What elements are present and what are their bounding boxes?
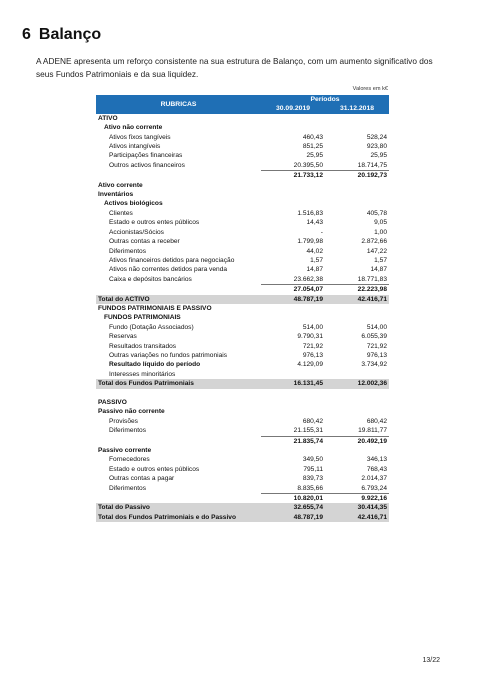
row-value-2019 [261,123,325,132]
row-value-2019: 460,43 [302,133,323,141]
row-label: Total do ACTIVO [96,295,261,304]
header-col-2018: 31.12.2018 [325,104,389,113]
row-value-2019: 16.131,45 [261,379,325,388]
table-row [96,503,389,512]
row-value-2019: 25,95 [306,152,323,160]
row-value-2019: 721,92 [302,342,323,350]
row-value-2018: 528,24 [366,133,387,141]
row-value-2019: 795,11 [303,465,323,473]
row-value-2018: 30.414,35 [325,503,389,512]
row-value-2018: 14,87 [370,266,387,274]
table-row [96,151,389,160]
row-value-2018 [325,114,389,123]
balance-sheet-table [96,95,389,522]
row-label: Outros activos financeiros [109,162,185,170]
row-value-2019: 1,57 [310,256,323,264]
table-row [96,332,389,341]
row-label: Outras contas a pagar [109,475,175,483]
table-row [96,398,389,407]
row-label: Caixa e depósitos bancários [109,275,192,283]
table-row [96,360,389,369]
row-value-2019: 21.155,31 [293,427,323,435]
row-value-2019 [261,370,325,379]
row-label [96,494,261,504]
row-value-2018 [325,407,389,416]
row-value-2019: 1.516,83 [297,209,323,217]
header-periodos: Períodos [261,95,389,104]
table-header-row [96,95,389,104]
table-row [96,275,389,285]
row-value-2019: 9.790,31 [297,333,323,341]
row-value-2018: 25,95 [370,152,387,160]
row-value-2019: 44,02 [306,247,323,255]
row-value-2018: 147,22 [366,247,387,255]
table-row [96,304,389,313]
row-value-2018: 6.793,24 [361,484,387,492]
table-row [96,295,389,304]
table-row [96,181,389,190]
table-row [96,465,389,474]
table-row [96,228,389,237]
row-value-2018: 680,42 [366,417,387,425]
table-row [96,133,389,142]
row-value-2018 [325,304,389,313]
row-label: Resultados transitados [109,342,177,350]
table-row [96,123,389,132]
row-value-2019 [261,389,325,398]
row-value-2019: 23.662,38 [293,275,323,283]
row-value-2019: 14,87 [306,266,323,274]
row-value-2019 [261,304,325,313]
row-label: Total dos Fundos Patrimoniais e do Passivo [96,513,261,522]
row-value-2018: 42.416,71 [325,513,389,522]
row-value-2018: 20.492,19 [325,436,389,446]
row-value-2018: 923,80 [366,143,387,151]
row-value-2019 [261,446,325,455]
row-label: Outras variações no fundos patrimoniais [109,351,228,359]
row-label: Ativos não correntes detidos para venda [109,266,228,274]
row-value-2019: 14,43 [306,219,323,227]
table-row [96,265,389,274]
table-row [96,323,389,332]
row-value-2018 [325,123,389,132]
units-note: Valores em k€ [352,86,388,92]
row-value-2019 [261,190,325,199]
row-value-2018: 9.922,16 [325,494,389,504]
table-row [96,455,389,464]
row-value-2019: - [320,228,323,236]
row-value-2018 [325,398,389,407]
table-row [96,209,389,218]
row-value-2018: 18.714,75 [357,161,387,169]
row-value-2018 [325,370,389,379]
table-row [96,142,389,151]
row-value-2019: 32.655,74 [261,503,325,512]
table-row [96,161,389,171]
row-value-2019: 48.787,19 [261,295,325,304]
table-row [96,426,389,436]
row-value-2019: 680,42 [302,417,323,425]
table-row [96,513,389,522]
row-value-2018 [325,199,389,208]
table-row [96,218,389,227]
table-row [96,494,389,504]
row-value-2018: 1,00 [374,228,387,236]
row-label: Estado e outros entes públicos [109,465,200,473]
row-value-2018: 514,00 [366,323,387,331]
row-label: Activos biológicos [104,200,163,208]
table-row [96,379,389,388]
row-label: Diferimentos [109,247,147,255]
row-label: Total dos Fundos Patrimoniais [96,379,261,388]
table-row [96,407,389,416]
section-title: Balanço [38,26,102,43]
row-value-2018: 346,13 [366,456,387,464]
row-value-2019 [261,398,325,407]
row-label: FUNDOS PATRIMONIAIS E PASSIVO [98,304,212,312]
table-row [96,285,389,295]
table-row [96,370,389,379]
row-label: Fundo (Dotação Associados) [109,323,194,331]
row-value-2018 [325,446,389,455]
row-label: Ativo não corrente [104,124,163,132]
header-col-2019: 30.09.2019 [261,104,325,113]
table-row [96,171,389,181]
row-value-2019: 8.835,66 [297,484,323,492]
row-value-2018: 405,78 [366,209,387,217]
row-value-2018: 18.771,83 [357,275,387,283]
row-value-2019: 976,13 [302,351,323,359]
table-row [96,446,389,455]
table-row [96,484,389,494]
row-value-2018: 2.014,37 [361,475,387,483]
row-value-2018: 3.734,92 [361,361,387,369]
row-label: Passivo corrente [98,447,152,455]
row-value-2019: 839,73 [302,475,323,483]
row-label: Provisões [109,417,138,425]
row-label: Ativos intangíveis [109,143,161,151]
row-value-2018: 12.002,36 [325,379,389,388]
table-row [96,342,389,351]
row-value-2018 [325,190,389,199]
row-value-2019: 514,00 [302,323,323,331]
header-rubricas: RUBRICAS [96,95,261,114]
row-label: Reservas [109,333,137,341]
table-row [96,351,389,360]
row-value-2019: 349,50 [302,456,323,464]
table-row [96,436,389,446]
row-label: Accionistas/Sócios [109,228,164,236]
row-value-2019 [261,313,325,322]
row-label: ATIVO [98,114,118,122]
row-value-2019 [261,114,325,123]
row-label [96,171,261,181]
row-value-2018: 42.416,71 [325,295,389,304]
row-value-2019: 851,25 [302,143,323,151]
row-label: Ativo corrente [98,181,143,189]
row-value-2018 [325,181,389,190]
table-row [96,114,389,123]
table-row [96,190,389,199]
row-label: Ativos financeiros detidos para negociação [109,256,235,264]
table-row [96,256,389,265]
row-label: Diferimentos [109,484,147,492]
row-label [96,285,261,295]
row-label: Resultado líquido do período [109,361,201,369]
row-value-2019: 4.129,09 [297,361,323,369]
row-value-2018: 768,43 [366,465,387,473]
row-value-2019: 27.054,07 [261,285,325,295]
row-value-2019: 48.787,19 [261,513,325,522]
table-row [96,247,389,256]
table-row [96,313,389,322]
row-label [96,436,261,446]
row-value-2018: 20.192,73 [325,171,389,181]
row-value-2019: 21.835,74 [261,436,325,446]
table-body [96,114,389,522]
section-number: 6 [22,26,31,43]
row-label [96,389,261,398]
table-row [96,474,389,483]
row-label: Ativos fixos tangíveis [109,133,171,141]
row-label: Estado e outros entes públicos [109,219,200,227]
row-label: Outras contas a receber [109,238,180,246]
row-value-2019: 10.820,01 [261,494,325,504]
row-value-2019: 1.799,98 [297,238,323,246]
row-value-2018 [325,389,389,398]
row-value-2019: 20.395,50 [293,161,323,169]
row-value-2018: 9,05 [374,219,387,227]
row-label: Inventários [98,191,134,199]
row-label: Interesses minoritários [109,370,176,378]
row-value-2018 [325,313,389,322]
row-label: Total do Passivo [96,503,261,512]
row-value-2019 [261,199,325,208]
row-value-2019 [261,181,325,190]
row-value-2018: 976,13 [366,351,387,359]
row-value-2019: 21.733,12 [261,171,325,181]
row-label: Diferimentos [109,427,147,435]
row-value-2018: 22.223,98 [325,285,389,295]
row-label: FUNDOS PATRIMONIAIS [104,314,181,322]
row-value-2018: 2.872,66 [361,238,387,246]
table-row [96,237,389,246]
row-value-2018: 19.811,77 [358,427,387,435]
table-row [96,389,389,398]
intro-paragraph: A ADENE apresenta um reforço consistente na sua estrutura de Balanço, com um aumento significativo dos seus Fundos Patrimoniais e da sua liquidez. [36,56,433,79]
row-value-2018: 1,57 [374,256,387,264]
row-value-2018: 721,92 [366,342,387,350]
page-number: 13/22 [422,657,440,664]
table-row [96,417,389,426]
row-value-2019 [261,407,325,416]
row-label: Participações financeiras [109,152,183,160]
row-label: Clientes [109,209,133,217]
table-row [96,199,389,208]
row-value-2018: 6.055,39 [361,333,387,341]
row-label: Passivo não corrente [98,408,165,416]
row-label: Fornecedores [109,456,150,464]
row-label: PASSIVO [98,398,127,406]
section-heading [22,26,101,44]
